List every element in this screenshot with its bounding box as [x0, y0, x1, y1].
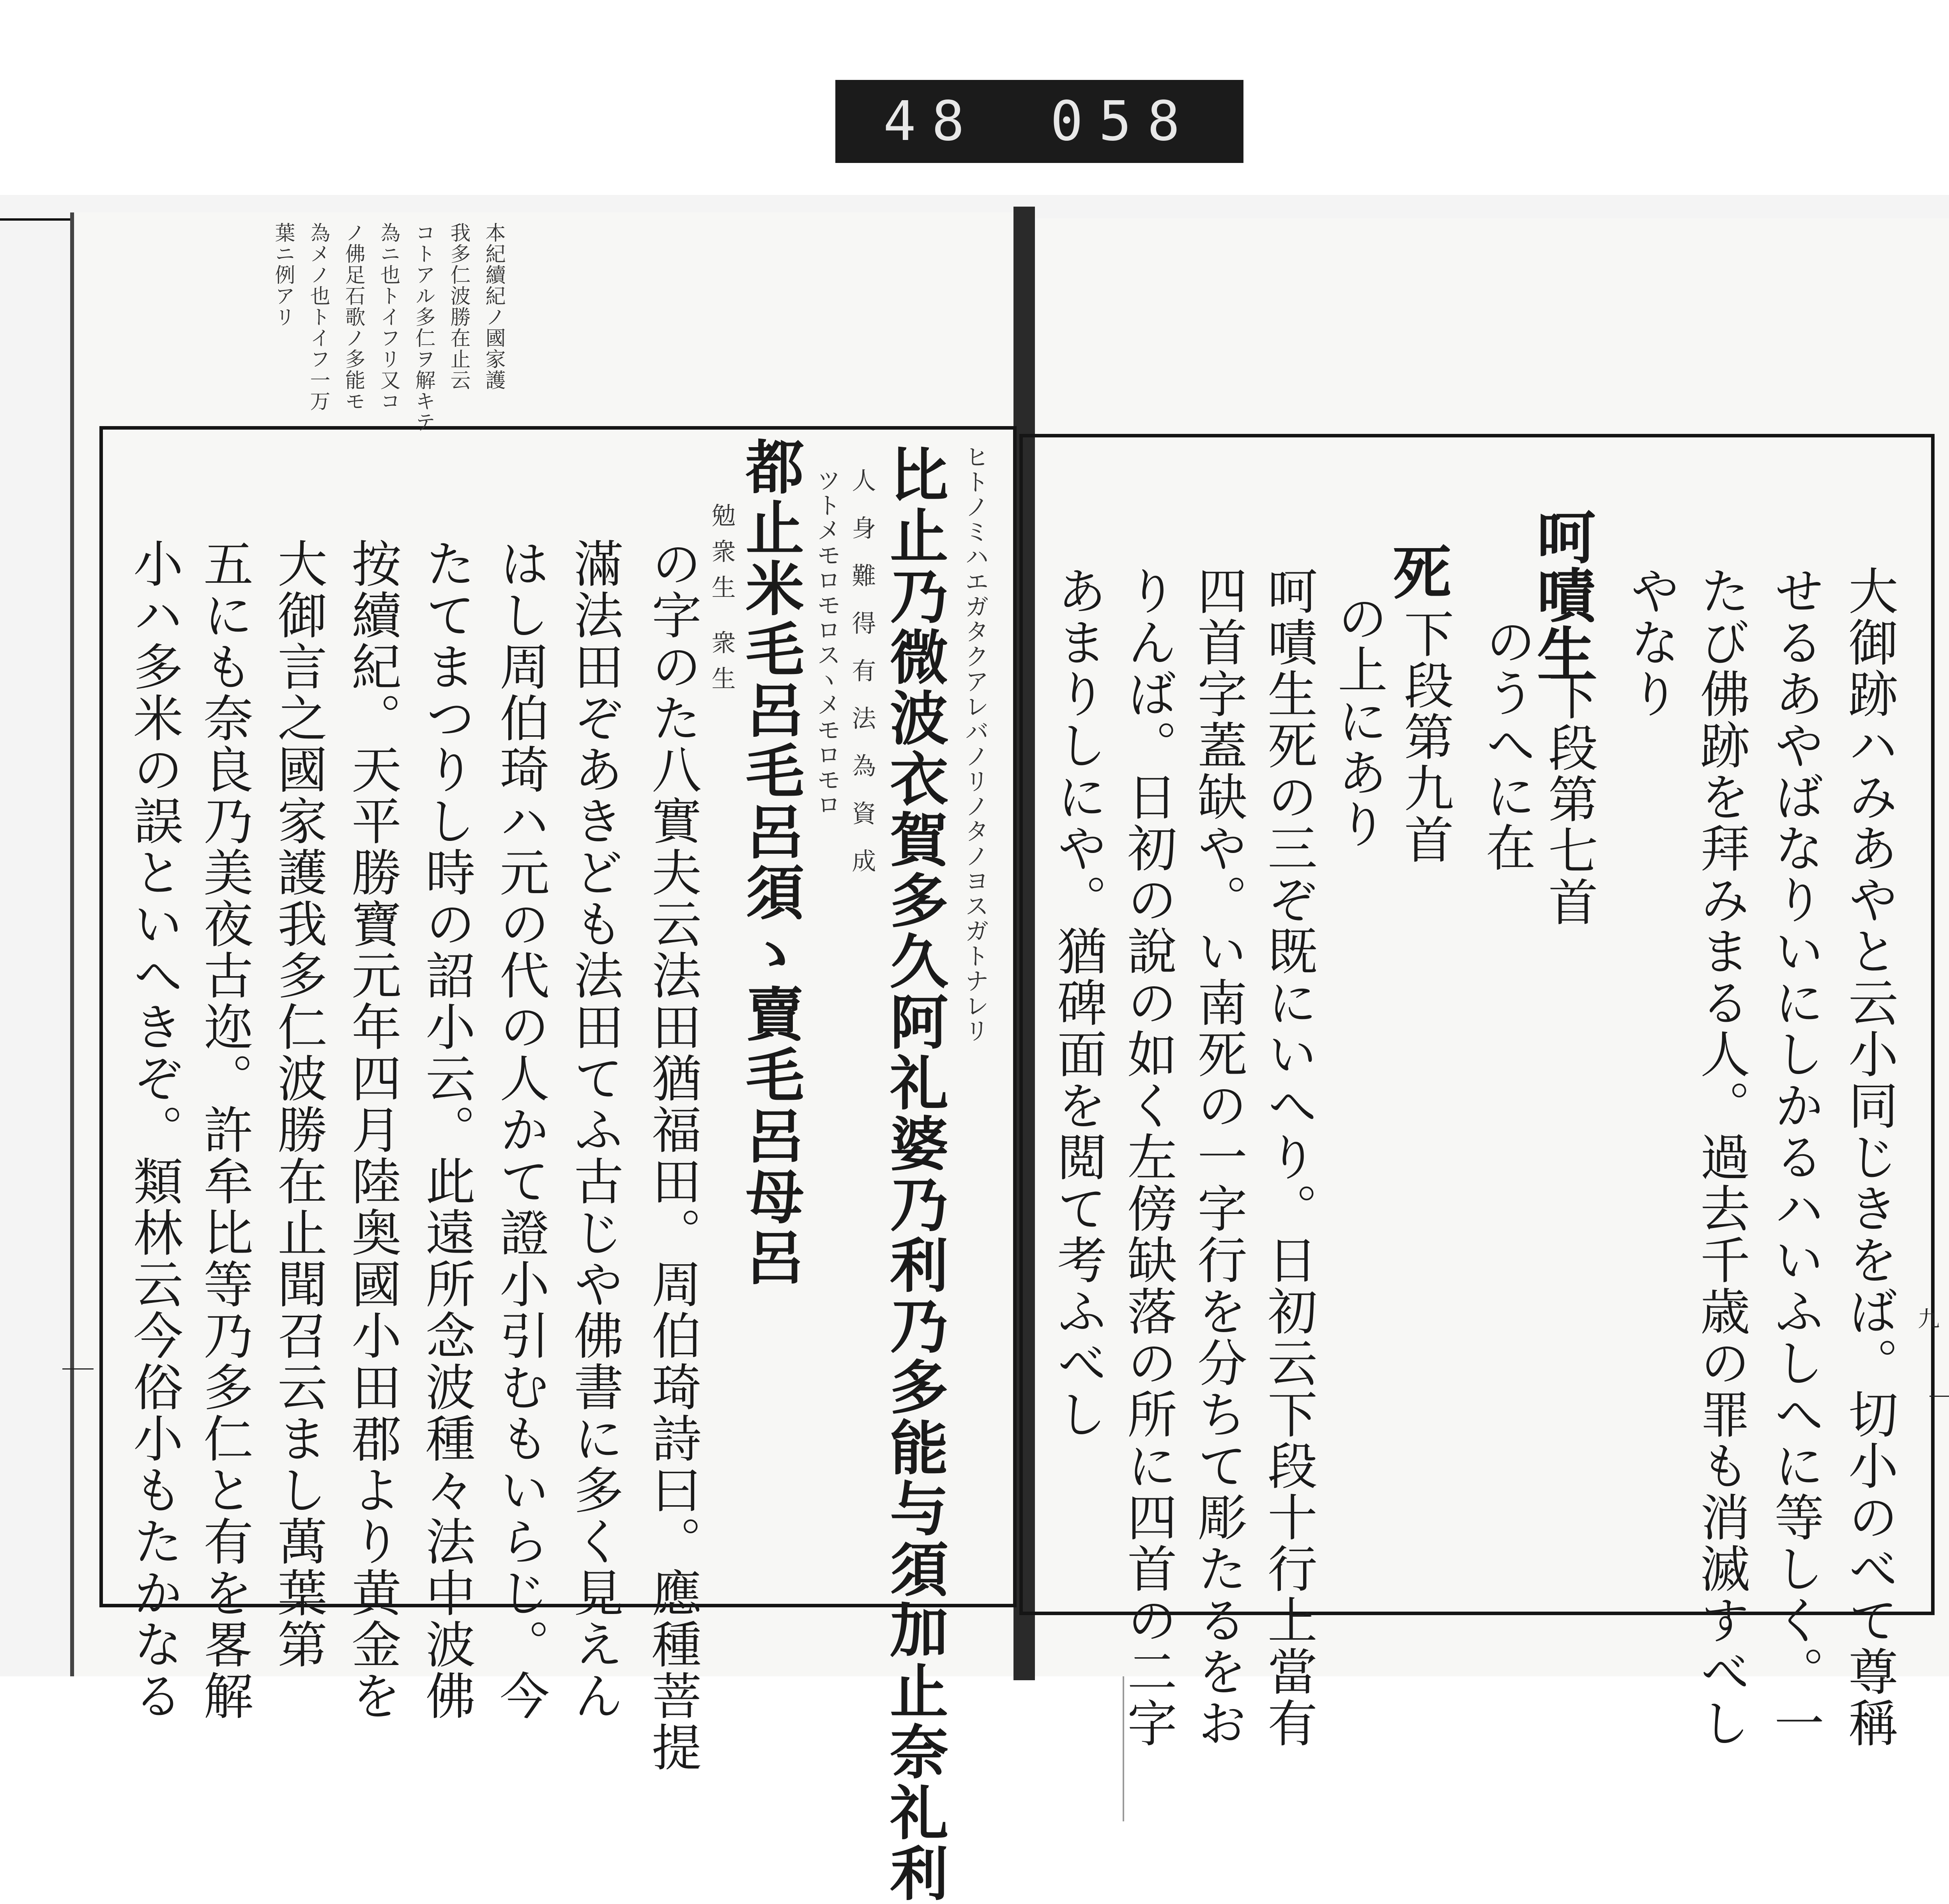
header-note-line: ノ佛足石歌ノ多能モ: [341, 222, 365, 412]
section-heading-detail: 下段第七首: [1540, 671, 1598, 928]
commentary-column: の字のた八實夫云法田猶福田。周伯琦詩曰。應種菩提: [643, 538, 701, 1773]
poem-line: 都止米毛呂毛呂須ゝ賣毛呂母呂: [736, 437, 804, 1288]
commentary-column: 滿法田ぞあきども法田てふ古じや佛書に多く見えん: [565, 538, 623, 1722]
poem-reading: ヒトノミハエガタクアレバノリノタノヨスガトナレリ: [961, 444, 989, 1043]
header-note-line: コトアル多仁ヲ解キテ: [412, 222, 435, 433]
commentary-column: 五にも奈良乃美夜古迩。許牟比等乃多仁と有を畧解: [195, 538, 253, 1722]
commentary-column: 大御跡ハみあやと云小同じきをば。切小のべて尊稱: [1840, 565, 1898, 1749]
commentary-column: 呵嘖生死の三ぞ既にいへり。日初云下段十行上當有: [1259, 565, 1317, 1749]
poem-note: 勉衆生 衆生: [707, 503, 736, 702]
margin-tick: [1930, 1396, 1949, 1397]
commentary-column: やなり: [1622, 565, 1680, 720]
section-heading-detail: 下段第九首: [1395, 608, 1454, 865]
film-frame-label: [835, 80, 1243, 163]
commentary-column: あまりしにや。猶碑面を閲て考ふべし: [1049, 565, 1107, 1440]
scan-edge-line: [0, 218, 70, 221]
page-number: 九: [1918, 1307, 1940, 1332]
poem-line: 比止乃微波衣賀多久阿礼婆乃利乃多能与須加止奈礼利: [880, 444, 948, 1904]
section-subheading: のうへに在: [1477, 616, 1535, 873]
commentary-column: 大御言之國家護我多仁波勝在止聞召云まし萬葉第: [269, 538, 327, 1670]
header-note-line: 我多仁波勝在止云: [447, 222, 470, 391]
section-heading: 呵嘖生: [1527, 507, 1595, 682]
commentary-column: 四首字蓋缺や。い南死の一字行を分ちて彫たるをお: [1189, 565, 1247, 1749]
commentary-column: 小ハ多米の誤といへきぞ。類林云今俗小もたかなる: [125, 538, 183, 1722]
commentary-column: たび佛跡を拜みまる人。過去千歳の罪も消滅すべし: [1692, 565, 1750, 1749]
section-subheading: の上にあり: [1329, 593, 1387, 850]
poem-reading: ツトメモロモロスヽメモロモロ: [813, 468, 841, 817]
header-note-line: 葉ニ例アリ: [271, 222, 295, 327]
header-note-line: 本紀續紀ノ國家護: [482, 222, 505, 391]
commentary-column: 按續紀。天平勝寶元年四月陸奥國小田郡より黄金を: [343, 538, 401, 1722]
frame-number: 058: [1050, 90, 1196, 153]
commentary-column: たてまつりし時の詔小云。此遠所念波種々法中波佛: [417, 538, 475, 1722]
header-note-line: 為ニ也トイフリ又コ: [377, 222, 400, 412]
roll-number: 48: [883, 90, 980, 153]
header-note-line: 為メノ也トイフ一万: [306, 222, 330, 412]
commentary-column: はし周伯琦ハ元の代の人かて證小引むもいらじ。今: [491, 538, 549, 1722]
margin-tick: [62, 1368, 94, 1370]
commentary-column: せるあやばなりいにしかるハいふしへに等しく。一: [1766, 565, 1824, 1749]
commentary-column: りんば。日初の說の如く左傍缺落の所に四首の二字: [1119, 565, 1177, 1749]
section-heading: 死: [1383, 542, 1451, 600]
poem-reading: 人身難得有法為資成: [848, 468, 876, 896]
